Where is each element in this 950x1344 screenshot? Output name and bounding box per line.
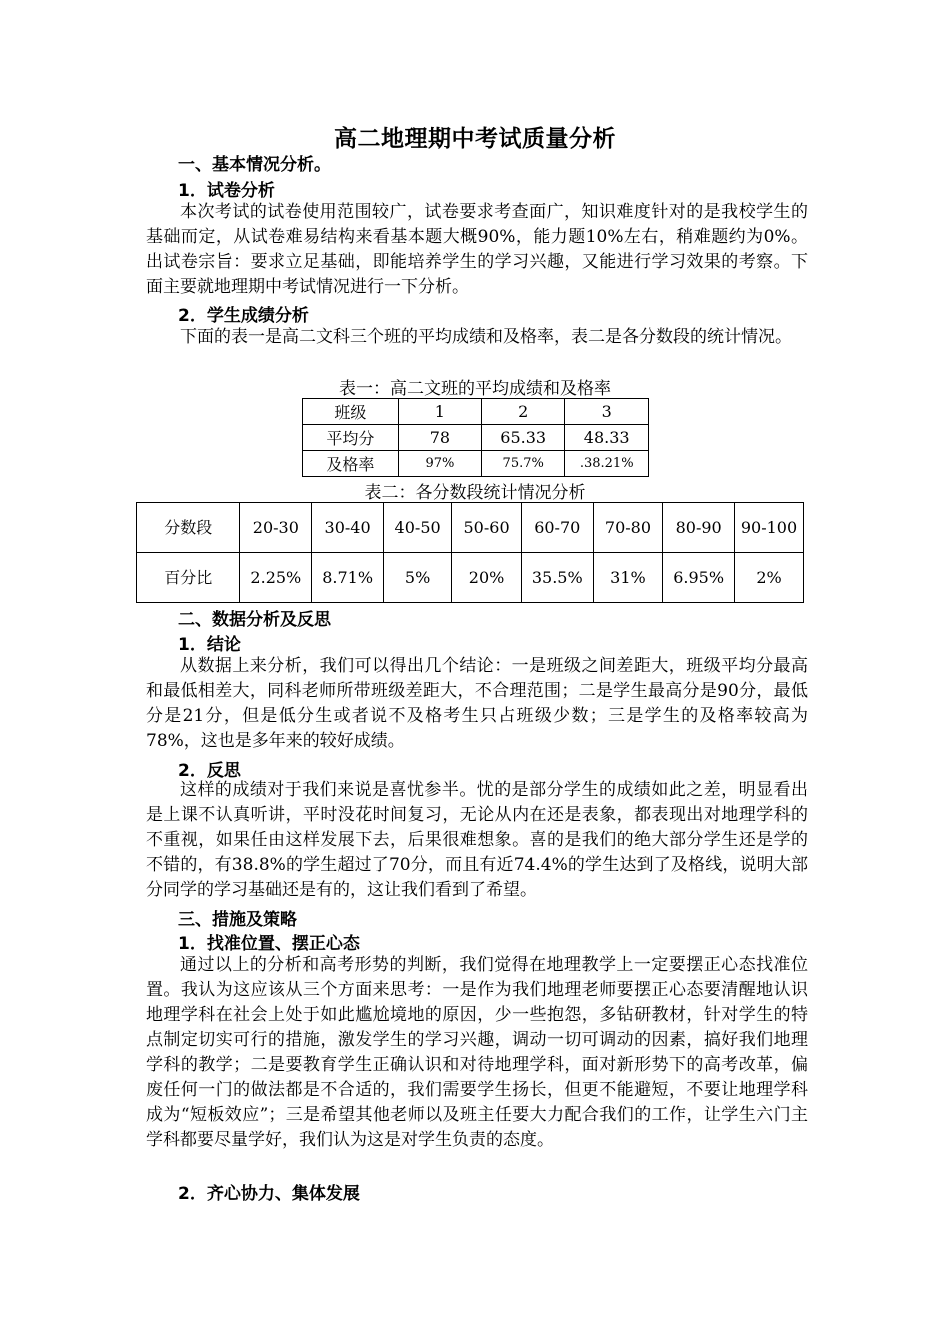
table-cell: 2.25% xyxy=(240,553,312,603)
table-cell: 70-80 xyxy=(593,503,663,553)
table1 xyxy=(302,398,649,477)
table-cell: 31% xyxy=(593,553,663,603)
section1-heading: 一、基本情况分析。 xyxy=(178,155,331,175)
table2-caption: 表二：各分数段统计情况分析 xyxy=(364,483,586,503)
section2-sub1-paragraph: 从数据上来分析，我们可以得出几个结论：一是班级之间差距大，班级平均分最高和最低相差大，同科老师所带班级差距大，不合理范围；二是学生最高分是90分，最低分是21分，但是低分生或者说不及格考生只占班级少数；三是学生的及格率较高为78%，这也是多年来的较好成绩。 xyxy=(146,656,808,751)
table-cell: 分数段 xyxy=(137,503,240,553)
table-cell: 及格率 xyxy=(303,451,399,477)
table1-avg-row xyxy=(303,425,649,451)
table-cell: 2% xyxy=(735,553,804,603)
section3-heading: 三、措施及策略 xyxy=(178,910,297,930)
table-cell: 48.33 xyxy=(565,425,649,451)
section2-sub2-heading: 2．反思 xyxy=(178,761,241,781)
section3-sub1-heading: 1．找准位置、摆正心态 xyxy=(178,934,360,954)
table-cell: 班级 xyxy=(303,399,399,425)
table-cell: 8.71% xyxy=(312,553,384,603)
table-cell: 60-70 xyxy=(521,503,593,553)
table-cell: 35.5% xyxy=(521,553,593,603)
table-cell: 5% xyxy=(383,553,451,603)
table1-caption: 表一：高二文班的平均成绩和及格率 xyxy=(339,379,611,399)
table2-percent-row xyxy=(137,553,804,603)
section1-sub1-heading: 1．试卷分析 xyxy=(178,181,275,201)
table-cell: 20% xyxy=(452,553,522,603)
table-cell: 1 xyxy=(398,399,481,425)
table1-pass-row xyxy=(303,451,649,477)
table-cell: 78 xyxy=(398,425,481,451)
section3-sub2-heading: 2．齐心协力、集体发展 xyxy=(178,1184,360,1204)
section3-sub1-paragraph: 通过以上的分析和高考形势的判断，我们觉得在地理教学上一定要摆正心态找准位置。我认为这应该从三个方面来思考：一是作为我们地理老师要摆正心态要清醒地认识地理学科在社会上处于如此尴尬境地的原因，少一些抱怨，多钻研教材，针对学生的特点制定切实可行的措施，激发学生的学习兴趣，调动一切可调动的因素，搞好我们地理学科的教学；二是要教育学生正确认识和对待地理学科，面对新形势下的高考改革，偏废任何一门的做法都是不合适的，我们需要学生扬长，但更不能避短，不要让地理学科成为“短板效应”；三是希望其他老师以及班主任要大力配合我们的工作，让学生六门主学科都要尽量学好，我们认为这是对学生负责的态度。 xyxy=(146,955,808,1150)
section1-sub2-heading: 2．学生成绩分析 xyxy=(178,306,309,326)
table-cell: 2 xyxy=(481,399,564,425)
section2-sub2-paragraph: 这样的成绩对于我们来说是喜忧参半。忧的是部分学生的成绩如此之差，明显看出是上课不认真听讲，平时没花时间复习，无论从内在还是表象，都表现出对地理学科的不重视，如果任由这样发展下去，后果很难想象。喜的是我们的绝大部分学生还是学的不错的，有38.8%的学生超过了70分，而且有近74.4%的学生达到了及格线，说明大部分同学的学习基础还是有的，这让我们看到了希望。 xyxy=(146,780,808,900)
section1-sub2-paragraph: 下面的表一是高二文科三个班的平均成绩和及格率，表二是各分数段的统计情况。 xyxy=(180,327,792,347)
table-cell: 30-40 xyxy=(312,503,384,553)
table2-range-row xyxy=(137,503,804,553)
table-cell: 40-50 xyxy=(383,503,451,553)
table-cell: 百分比 xyxy=(137,553,240,603)
table-cell: 90-100 xyxy=(735,503,804,553)
table-cell: 75.7% xyxy=(481,451,564,477)
table2 xyxy=(136,502,804,603)
section1-sub1-paragraph: 本次考试的试卷使用范围较广，试卷要求考查面广，知识难度针对的是我校学生的基础而定，从试卷难易结构来看基本题大概90%，能力题10%左右，稍难题约为0%。出试卷宗旨：要求立足基础，即能培养学生的学习兴趣，又能进行学习效果的考察。下面主要就地理期中考试情况进行一下分析。 xyxy=(146,202,808,297)
page-title: 高二地理期中考试质量分析 xyxy=(334,125,616,152)
section2-sub1-heading: 1．结论 xyxy=(178,635,241,655)
table-cell: 6.95% xyxy=(663,553,735,603)
table-cell: .38.21% xyxy=(565,451,649,477)
table-cell: 80-90 xyxy=(663,503,735,553)
table-cell: 平均分 xyxy=(303,425,399,451)
table-cell: 50-60 xyxy=(452,503,522,553)
table-cell: 20-30 xyxy=(240,503,312,553)
table-cell: 97% xyxy=(398,451,481,477)
table1-header-row xyxy=(303,399,649,425)
table-cell: 3 xyxy=(565,399,649,425)
table-cell: 65.33 xyxy=(481,425,564,451)
section2-heading: 二、数据分析及反思 xyxy=(178,610,331,630)
